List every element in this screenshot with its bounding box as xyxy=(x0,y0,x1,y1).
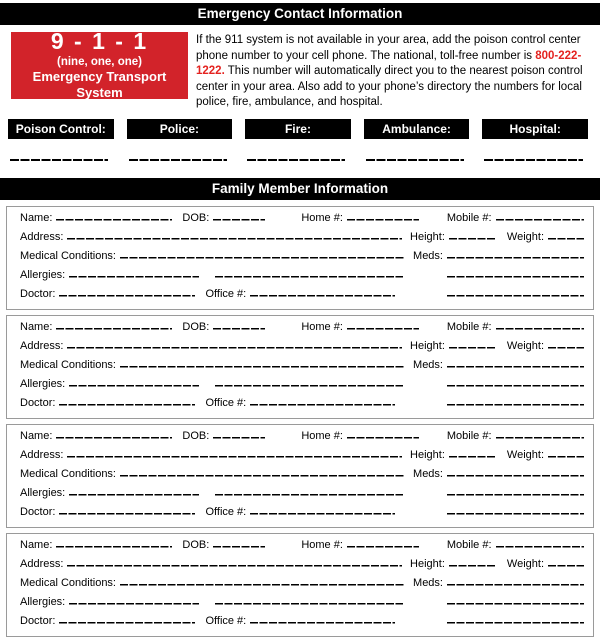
home-number-blank[interactable] xyxy=(347,427,419,439)
contact-fire xyxy=(245,119,351,161)
form-row-address xyxy=(20,446,584,465)
dob-blank[interactable] xyxy=(213,536,265,548)
form-row-name xyxy=(20,318,584,337)
medical-conditions-blank[interactable] xyxy=(120,465,405,477)
family-member-block xyxy=(6,424,594,528)
fire-label: Fire: xyxy=(245,119,351,139)
family-member-block xyxy=(6,206,594,310)
family-member-blocks xyxy=(0,200,600,637)
form-row-allergies xyxy=(20,266,584,285)
allergies-blank[interactable] xyxy=(69,375,199,387)
meds-blank-3[interactable] xyxy=(447,503,584,515)
home-number-label: Home #: xyxy=(301,429,343,442)
contact-hospital xyxy=(482,119,588,161)
allergies-blank[interactable] xyxy=(69,266,199,278)
address-label: Address: xyxy=(20,230,64,243)
form-row-name xyxy=(20,536,584,555)
allergies-blank-2[interactable] xyxy=(215,375,403,387)
family-member-header xyxy=(0,178,600,200)
address-blank[interactable] xyxy=(67,555,402,567)
dob-label: DOB: xyxy=(182,429,210,442)
mobile-number-blank[interactable] xyxy=(496,318,584,330)
office-number-label: Office #: xyxy=(205,614,247,627)
emergency-contacts-row xyxy=(0,111,600,161)
medical-conditions-label: Medical Conditions: xyxy=(20,576,116,589)
mobile-number-label: Mobile #: xyxy=(446,538,492,551)
weight-blank[interactable] xyxy=(548,228,584,240)
height-label: Height: xyxy=(410,557,445,570)
home-number-blank[interactable] xyxy=(347,318,419,330)
name-label: Name: xyxy=(20,538,53,551)
office-number-blank[interactable] xyxy=(250,394,395,406)
hospital-label: Hospital: xyxy=(482,119,588,139)
home-number-label: Home #: xyxy=(301,538,343,551)
address-blank[interactable] xyxy=(67,446,402,458)
contact-ambulance xyxy=(364,119,470,161)
meds-blank[interactable] xyxy=(447,247,584,259)
height-blank[interactable] xyxy=(449,337,495,349)
police-label: Police: xyxy=(127,119,233,139)
allergies-blank-2[interactable] xyxy=(215,266,403,278)
doctor-blank[interactable] xyxy=(59,285,195,297)
doctor-blank[interactable] xyxy=(59,394,195,406)
mobile-number-blank[interactable] xyxy=(496,209,584,221)
emergency-transport-system-label: Emergency Transport System xyxy=(32,69,167,101)
dob-label: DOB: xyxy=(182,211,210,224)
family-member-header-title: Family Member Information xyxy=(211,180,389,196)
height-blank[interactable] xyxy=(449,446,495,458)
name-blank[interactable] xyxy=(56,536,172,548)
form-row-doctor xyxy=(20,285,584,304)
police-blank[interactable] xyxy=(129,159,227,161)
mobile-number-label: Mobile #: xyxy=(446,429,492,442)
meds-blank-2[interactable] xyxy=(447,266,584,278)
medical-conditions-blank[interactable] xyxy=(120,574,405,586)
form-row-medical xyxy=(20,465,584,484)
meds-blank-2[interactable] xyxy=(447,484,584,496)
fire-blank[interactable] xyxy=(247,159,345,161)
home-number-blank[interactable] xyxy=(347,536,419,548)
name-blank[interactable] xyxy=(56,209,172,221)
medical-conditions-label: Medical Conditions: xyxy=(20,249,116,262)
medical-conditions-label: Medical Conditions: xyxy=(20,358,116,371)
allergies-label: Allergies: xyxy=(20,595,66,608)
meds-label: Meds: xyxy=(413,467,443,480)
form-row-medical xyxy=(20,356,584,375)
family-member-block xyxy=(6,533,594,637)
name-label: Name: xyxy=(20,429,53,442)
weight-label: Weight: xyxy=(506,557,544,570)
name-label: Name: xyxy=(20,320,53,333)
height-label: Height: xyxy=(410,448,445,461)
mobile-number-blank[interactable] xyxy=(496,427,584,439)
weight-label: Weight: xyxy=(506,448,544,461)
home-number-blank[interactable] xyxy=(347,209,419,221)
medical-conditions-label: Medical Conditions: xyxy=(20,467,116,480)
name-blank[interactable] xyxy=(56,318,172,330)
meds-blank-3[interactable] xyxy=(447,612,584,624)
form-row-address xyxy=(20,337,584,356)
intro-paragraph xyxy=(196,32,592,111)
allergies-blank[interactable] xyxy=(69,484,199,496)
dob-blank[interactable] xyxy=(213,209,265,221)
nine-one-one-number: 9 - 1 - 1 xyxy=(50,28,149,55)
poison-control-blank[interactable] xyxy=(10,159,108,161)
nine-one-one-words: (nine, one, one) xyxy=(57,55,142,68)
office-number-label: Office #: xyxy=(205,396,247,409)
weight-label: Weight: xyxy=(506,339,544,352)
ambulance-blank[interactable] xyxy=(366,159,464,161)
height-blank[interactable] xyxy=(449,555,495,567)
nine-one-one-box xyxy=(11,28,188,101)
home-number-label: Home #: xyxy=(301,211,343,224)
contact-poison-control xyxy=(8,119,114,161)
office-number-blank[interactable] xyxy=(250,285,395,297)
form-row-allergies xyxy=(20,484,584,503)
intro-text-after: This number will automatically direct you to the nearest poison control center in your area. Also add to your phone’s directory the numbers for local police, fire, ambulance, and hospital. xyxy=(196,65,583,108)
allergies-blank-2[interactable] xyxy=(215,593,403,605)
office-number-label: Office #: xyxy=(205,287,247,300)
doctor-blank[interactable] xyxy=(59,503,195,515)
weight-blank[interactable] xyxy=(548,337,584,349)
dob-label: DOB: xyxy=(182,320,210,333)
allergies-label: Allergies: xyxy=(20,377,66,390)
mobile-number-label: Mobile #: xyxy=(446,320,492,333)
home-number-label: Home #: xyxy=(301,320,343,333)
emergency-contact-header-title: Emergency Contact Information xyxy=(197,6,403,21)
meds-blank[interactable] xyxy=(447,465,584,477)
intro-text-before: If the 911 system is not available in your area, add the poison control center phone number to your cell phone. The national, toll-free number is xyxy=(196,34,581,62)
meds-blank-3[interactable] xyxy=(447,394,584,406)
form-row-medical xyxy=(20,574,584,593)
height-label: Height: xyxy=(410,230,445,243)
emergency-contact-header xyxy=(0,3,600,25)
name-blank[interactable] xyxy=(56,427,172,439)
dob-label: DOB: xyxy=(182,538,210,551)
mobile-number-blank[interactable] xyxy=(496,536,584,548)
weight-blank[interactable] xyxy=(548,555,584,567)
address-label: Address: xyxy=(20,448,64,461)
meds-blank[interactable] xyxy=(447,574,584,586)
height-label: Height: xyxy=(410,339,445,352)
form-row-name xyxy=(20,427,584,446)
form-row-doctor xyxy=(20,394,584,413)
ambulance-label: Ambulance: xyxy=(364,119,470,139)
poison-control-label: Poison Control: xyxy=(8,119,114,139)
address-blank[interactable] xyxy=(67,337,402,349)
office-number-blank[interactable] xyxy=(250,612,395,624)
allergies-blank-2[interactable] xyxy=(215,484,403,496)
mobile-number-label: Mobile #: xyxy=(446,211,492,224)
medical-conditions-blank[interactable] xyxy=(120,356,405,368)
meds-label: Meds: xyxy=(413,576,443,589)
allergies-label: Allergies: xyxy=(20,486,66,499)
form-row-medical xyxy=(20,247,584,266)
contact-police xyxy=(127,119,233,161)
office-number-blank[interactable] xyxy=(250,503,395,515)
office-number-label: Office #: xyxy=(205,505,247,518)
meds-blank-2[interactable] xyxy=(447,375,584,387)
allergies-blank[interactable] xyxy=(69,593,199,605)
address-label: Address: xyxy=(20,339,64,352)
doctor-blank[interactable] xyxy=(59,612,195,624)
address-label: Address: xyxy=(20,557,64,570)
family-member-block xyxy=(6,315,594,419)
top-section xyxy=(0,25,600,111)
hospital-blank[interactable] xyxy=(484,159,582,161)
poison-control-phone-number: 800-222-1222. xyxy=(196,49,582,77)
weight-blank[interactable] xyxy=(548,446,584,458)
meds-label: Meds: xyxy=(413,249,443,262)
form-row-allergies xyxy=(20,375,584,394)
doctor-label: Doctor: xyxy=(20,505,56,518)
dob-blank[interactable] xyxy=(213,318,265,330)
form-row-doctor xyxy=(20,503,584,522)
name-label: Name: xyxy=(20,211,53,224)
medical-conditions-blank[interactable] xyxy=(120,247,405,259)
meds-blank[interactable] xyxy=(447,356,584,368)
meds-label: Meds: xyxy=(413,358,443,371)
address-blank[interactable] xyxy=(67,228,402,240)
meds-blank-2[interactable] xyxy=(447,593,584,605)
dob-blank[interactable] xyxy=(213,427,265,439)
form-row-address xyxy=(20,228,584,247)
form-row-address xyxy=(20,555,584,574)
form-row-doctor xyxy=(20,612,584,631)
height-blank[interactable] xyxy=(449,228,495,240)
doctor-label: Doctor: xyxy=(20,287,56,300)
form-row-allergies xyxy=(20,593,584,612)
doctor-label: Doctor: xyxy=(20,614,56,627)
form-row-name xyxy=(20,209,584,228)
meds-blank-3[interactable] xyxy=(447,285,584,297)
weight-label: Weight: xyxy=(506,230,544,243)
doctor-label: Doctor: xyxy=(20,396,56,409)
allergies-label: Allergies: xyxy=(20,268,66,281)
